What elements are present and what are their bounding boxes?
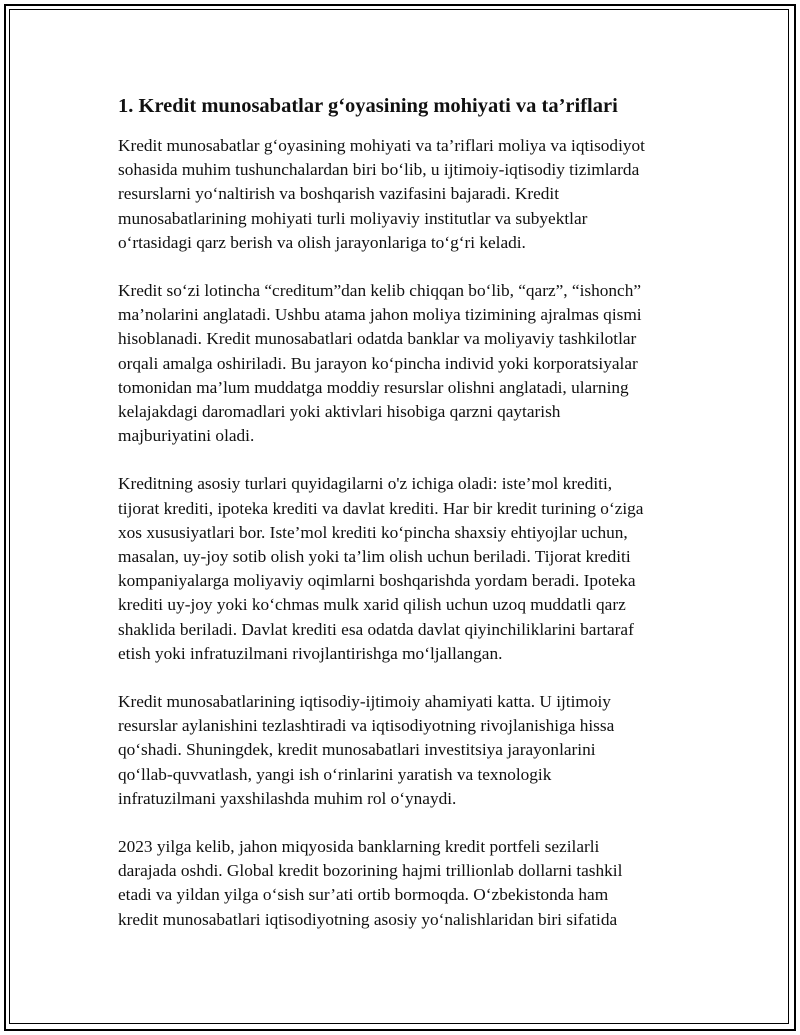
text-line: qo‘llab-quvvatlash, yangi ish o‘rinlarini yaratish va texnologik [118, 764, 552, 784]
text-line: sohasida muhim tushunchalardan biri bo‘lib, u ijtimoiy-iqtisodiy tizimlarda [118, 160, 640, 180]
text-line: resurslarni yo‘naltirish va boshqarish vazifasini bajaradi. Kredit [118, 184, 560, 204]
text-line: kompaniyalarga moliyaviy oqimlarni boshqarishda yordam beradi. Ipoteka [118, 571, 636, 591]
text-line: Kredit munosabatlar g‘oyasining mohiyati va ta’riflari moliya va iqtisodiyot [118, 136, 645, 155]
paragraph [118, 279, 698, 448]
text-line: ma’nolarini anglatadi. Ushbu atama jahon moliya tizimining ajralmas qismi [118, 305, 642, 325]
text-line: etish yoki infratuzilmani rivojlantirishga mo‘ljallangan. [118, 643, 503, 663]
paragraph [118, 134, 698, 255]
text-line: Kreditning asosiy turlari quyidagilarni o'z ichiga oladi: iste’mol krediti, [118, 474, 613, 494]
text-line: qo‘shadi. Shuningdek, kredit munosabatlari investitsiya jarayonlarini [118, 740, 596, 760]
text-line: resurslar aylanishini tezlashtiradi va iqtisodiyotning rivojlanishiga hissa [118, 716, 615, 736]
text-line: Kredit so‘zi lotincha “creditum”dan kelib chiqqan bo‘lib, “qarz”, “ishonch” [118, 281, 642, 301]
text-line: munosabatlarining mohiyati turli moliyaviy institutlar va subyektlar [118, 208, 588, 228]
text-line: darajada oshdi. Global kredit bozorining hajmi trillionlab dollarni tashkil [118, 861, 623, 881]
section-heading: 1. Kredit munosabatlar g‘oyasining mohiyati va ta’riflari [118, 95, 618, 117]
text-line: shaklida beriladi. Davlat krediti esa odatda davlat qiyinchiliklarini bartaraf [118, 619, 634, 639]
text-line: majburiyatini oladi. [118, 426, 255, 446]
text-line: 2023 yilga kelib, jahon miqyosida banklarning kredit portfeli sezilarli [118, 837, 600, 857]
text-line: kelajakdagi daromadlari yoki aktivlari hisobiga qarzni qaytarish [118, 402, 561, 422]
paragraph [118, 690, 698, 811]
text-line: tomonidan ma’lum muddatga moddiy resurslar olishni anglatadi, ularning [118, 377, 629, 397]
text-line: kredit munosabatlari iqtisodiyotning asosiy yo‘nalishlaridan biri sifatida [118, 909, 618, 929]
text-line: xos xususiyatlari bor. Iste’mol krediti ko‘pincha shaxsiy ehtiyojlar uchun, [118, 522, 628, 542]
text-line: hisoblanadi. Kredit munosabatlari odatda banklar va moliyaviy tashkilotlar [118, 329, 637, 349]
text-line: tijorat krediti, ipoteka krediti va davlat krediti. Har bir kredit turining o‘ziga [118, 498, 644, 518]
text-line: krediti uy-joy yoki ko‘chmas mulk xarid qilish uchun uzoq muddatli qarz [118, 595, 626, 615]
paragraph [118, 472, 698, 666]
text-line: etadi va yildan yilga o‘sish sur’ati ortib bormoqda. O‘zbekistonda ham [118, 885, 609, 905]
document-body [118, 92, 698, 956]
paragraph [118, 835, 698, 932]
text-line: masalan, uy-joy sotib olish yoki ta’lim olish uchun beriladi. Tijorat krediti [118, 547, 631, 567]
text-line: Kredit munosabatlarining iqtisodiy-ijtimoiy ahamiyati katta. U ijtimoiy [118, 692, 611, 712]
text-line: o‘rtasidagi qarz berish va olish jarayonlariga to‘g‘ri keladi. [118, 232, 526, 252]
text-line: orqali amalga oshiriladi. Bu jarayon ko‘pincha individ yoki korporatsiyalar [118, 353, 638, 373]
text-line: infratuzilmani yaxshilashda muhim rol o‘ynaydi. [118, 788, 457, 808]
